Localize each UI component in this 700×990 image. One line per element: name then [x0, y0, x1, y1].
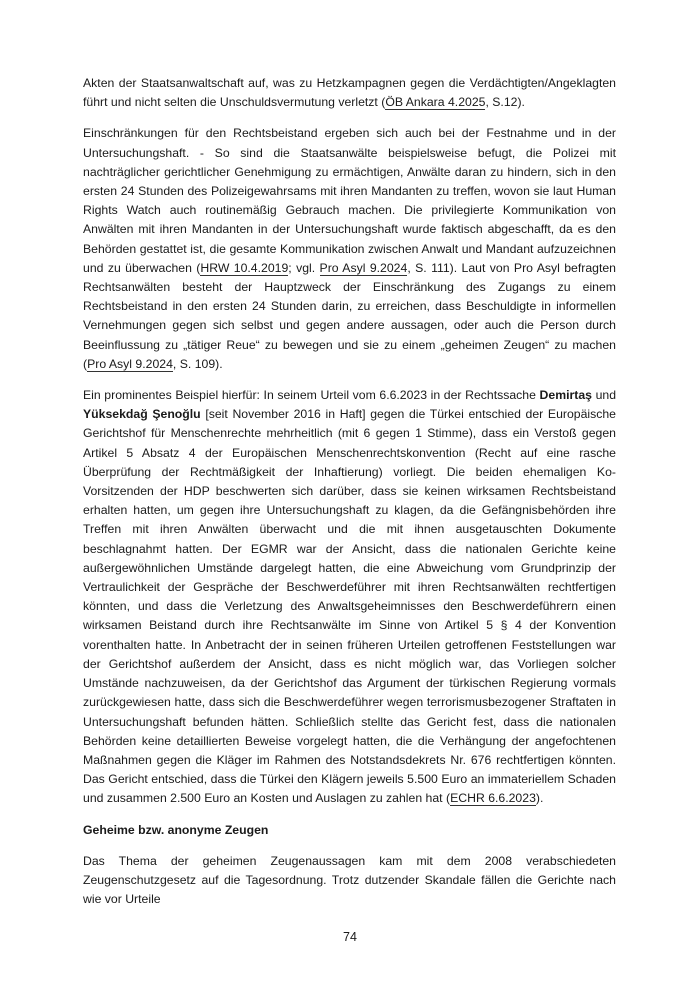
bold-name: Yüksekdağ Şenoğlu — [83, 407, 201, 422]
bold-name: Demirtaş — [539, 388, 592, 403]
text-run: [seit November 2016 in Haft] gegen die Türkei entschied der Europäische Gerichtshof für Menschenrechte mehrheitlich (mit 6 gegen 1 Stimme), dass ein Verstoß gegen Artikel 5 Absatz 4 der Europäischen Menschenrechtskonvention (Recht auf eine rasche Überprüfung der Rechtmäßigkeit der Inhaftierung) vorliegt. Die beiden ehemaligen Ko-Vorsitzenden der HDP beschwerten sich darüber, dass sie keinen wirksamen Rechtsbeistand erhalten hatten, um gegen ihre Untersuchungshaft zu klagen, da die Gefängnisbehörden ihre Treffen mit ihren Anwälten überwacht und die mit ihnen ausgetauschten Dokumente beschlagnahmt hatten. Der EGMR war der Ansicht, dass die nationalen Gerichte keine außergewöhnlichen Umstände dargelegt hatten, die eine Abweichung vom Grundprinzip der Vertraulichkeit der Gespräche der Beschwerdeführer mit ihren Rechtsanwälten rechtfertigen könnten, und dass die Verletzung des Anwaltsgeheimnisses den Beschwerdeführern einen wirksamen Beistand durch ihre Rechtsanwälte im Sinne von Artikel 5 § 4 der Konvention vorenthalten hatte. In Anbetracht der in seinen früheren Urteilen getroffenen Feststellungen war der Gerichtshof außerdem der Ansicht, dass es nicht möglich war, das Vorliegen solcher Umstände nachzuweisen, da der Gerichtshof das Argument der türkischen Regierung vormals zurückgewiesen hatte, dass sich die Beschwerdeführer wegen terrorismusbezogener Straftaten in Untersuchungshaft befunden hätten. Schließlich stellte das Gericht fest, dass die nationalen Behörden keine detaillierten Beweise vorgelegt hatten, die die Verhängung der angefochtenen Maßnahmen gegen die Kläger im Rahmen des Notstandsdekrets Nr. 676 rechtfertigen könnten. Das Gericht entschied, dass die Türkei den Klägern jeweils 5.500 Euro an immateriellem Schaden und zusammen 2.500 Euro an Kosten und Auslagen zu zahlen hat ( — [83, 407, 616, 806]
text-run: , S.12). — [485, 95, 525, 110]
citation-link[interactable]: Pro Asyl 9.2024 — [87, 356, 173, 371]
body-paragraph — [83, 124, 616, 374]
text-run: Einschränkungen für den Rechtsbeistand ergeben sich auch bei der Festnahme und in der Untersuchungshaft. - So sind die Staatsanwälte beispielsweise befugt, die Polizei mit nachträglicher gerichtlicher Genehmigung zu ermächtigen, Anwälte daran zu hindern, sich in den ersten 24 Stunden des Polizeigewahrsams mit ihren Mandanten zu treffen, wovon sie laut Human Rights Watch auch routinemäßig Gebrauch machen. Die privilegierte Kommunikation von Anwälten mit ihren Mandanten in der Untersuchungshaft wurde faktisch abgeschafft, da es den Behörden gestattet ist, die gesamte Kommunikation zwischen Anwalt und Mandant aufzuzeichnen und zu überwachen ( — [83, 126, 616, 275]
text-run: Das Thema der geheimen Zeugenaussagen kam mit dem 2008 verabschiedeten Zeugenschutzgesetz auf die Tagesordnung. Trotz dutzender Skandale fällen die Gerichte nach wie vor Urteile — [83, 853, 616, 907]
citation-link[interactable]: Pro Asyl 9.2024 — [319, 260, 408, 275]
body-paragraph — [83, 852, 616, 910]
text-run: Geheime bzw. anonyme Zeugen — [83, 822, 269, 837]
text-run: ). — [535, 791, 544, 806]
text-run: Ein prominentes Beispiel hierfür: In seinem Urteil vom 6.6.2023 in der Rechtssache — [83, 388, 540, 403]
text-run: ; vgl. — [288, 260, 320, 275]
page-number: 74 — [343, 930, 357, 944]
text-run: Akten der Staatsanwaltschaft auf, was zu Hetzkampagnen gegen die Verdächtigten/Angeklagten führt und nicht selten die Unschuldsvermutung verletzt ( — [83, 76, 616, 110]
page-body — [83, 74, 616, 921]
text-run: und — [591, 388, 617, 403]
citation-link[interactable]: ECHR 6.6.2023 — [450, 791, 536, 806]
body-paragraph — [83, 386, 616, 808]
section-heading — [83, 821, 616, 840]
text-run: , S. 109). — [172, 356, 223, 371]
citation-link[interactable]: ÖB Ankara 4.2025 — [385, 95, 486, 110]
body-paragraph — [83, 74, 616, 112]
citation-link[interactable]: HRW 10.4.2019 — [200, 260, 289, 275]
text-run: , S. 111). Laut von Pro Asyl befragten Rechtsanwälten besteht der Hauptzweck der Einschränkung des Zugangs zu einem Rechtsbeistand in den ersten 24 Stunden darin, zu erreichen, dass Beschuldigte in informellen Vernehmungen gegen sich selbst und gegen andere aussagen, oder auch die Person durch Beeinflussung zu „tätiger Reue“ zu bewegen und sie zu einem „geheimen Zeugen“ zu machen ( — [83, 260, 616, 371]
